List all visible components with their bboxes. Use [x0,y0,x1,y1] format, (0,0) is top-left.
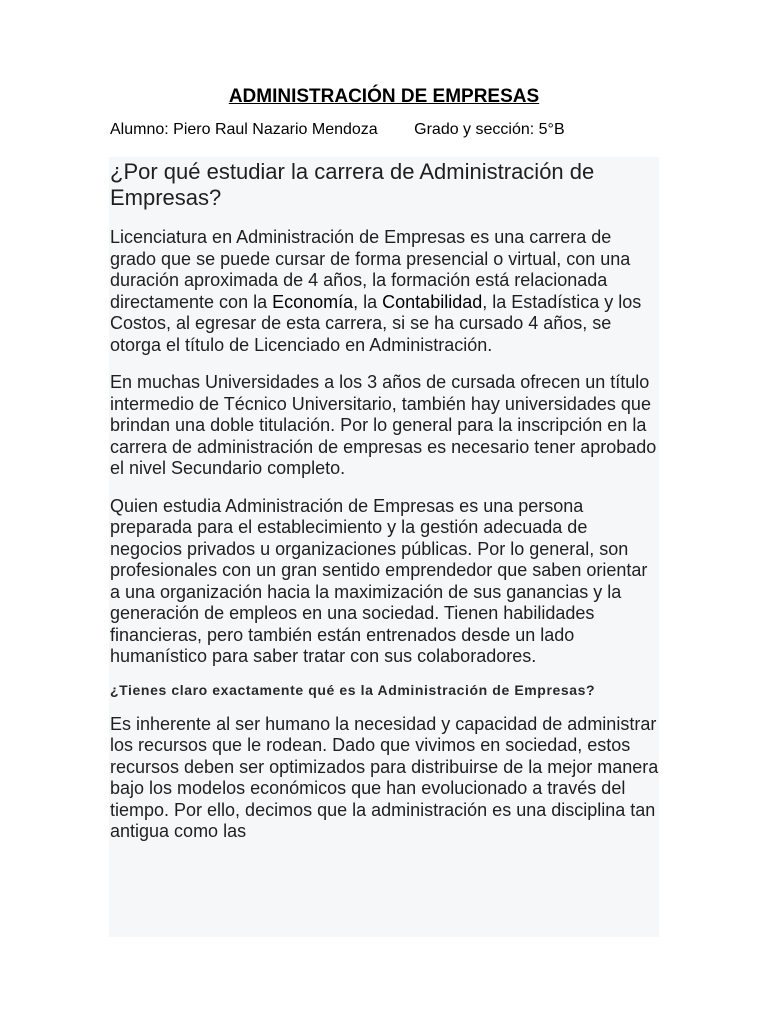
student-info [110,120,670,140]
paragraph-1-text-mid: , la [353,291,383,312]
document-title: ADMINISTRACIÓN DE EMPRESAS [228,86,540,107]
term-economia: Economía [272,291,354,312]
paragraph-3: Quien estudia Administración de Empresas es una persona preparada para el establecimiento y la gestión adecuada de negocios privados u organizaciones públicas. Por lo general, son profesionales con un gran sentido emprendedor que saben orientar a una organización hacia la maximización de sus ganancias y la generación de empleos en una sociedad. Tienen habilidades financieras, pero también están entrenados desde un lado humanístico para saber tratar con sus colaboradores. [110,495,648,666]
article-subheading: ¿Tienes claro exactamente qué es la Administración de Empresas? [110,681,596,698]
paragraph-1 [110,227,659,356]
grade-section: Grado y sección: 5°B [414,121,565,138]
paragraph-1-text-start: Licenciatura en Administración de Empresas es una carrera de grado que se puede cursar de forma presencial o virtual, con una duración aproximada de 4 años, la formación está relacionada directamente con la [110,227,631,312]
paragraph-2: En muchas Universidades a los 3 años de cursada ofrecen un título intermedio de Técnico Universitario, también hay universidades que brindan una doble titulación. Por lo general para la inscripción en la carrera de administración de empresas es necesario tener aprobado el nivel Secundario completo. [110,372,657,478]
paragraph-1-text-end: , la Estadística y los Costos, al egresar de esta carrera, si se ha cursado 4 años, se otorga el título de Licenciado en Administración. [110,291,642,355]
article-heading: ¿Por qué estudiar la carrera de Administración de Empresas? [110,159,595,210]
article-content [109,157,659,937]
paragraph-4: Es inherente al ser humano la necesidad y capacidad de administrar los recursos que le rodean. Dado que vivimos en sociedad, estos recursos deben ser optimizados para distribuirse de la mejor manera bajo los modelos económicos que han evolucionado a través del tiempo. Por ello, decimos que la administración es una disciplina tan antigua como las [110,713,659,841]
term-contabilidad: Contabilidad [382,291,483,312]
student-name: Alumno: Piero Raul Nazario Mendoza [110,121,378,138]
